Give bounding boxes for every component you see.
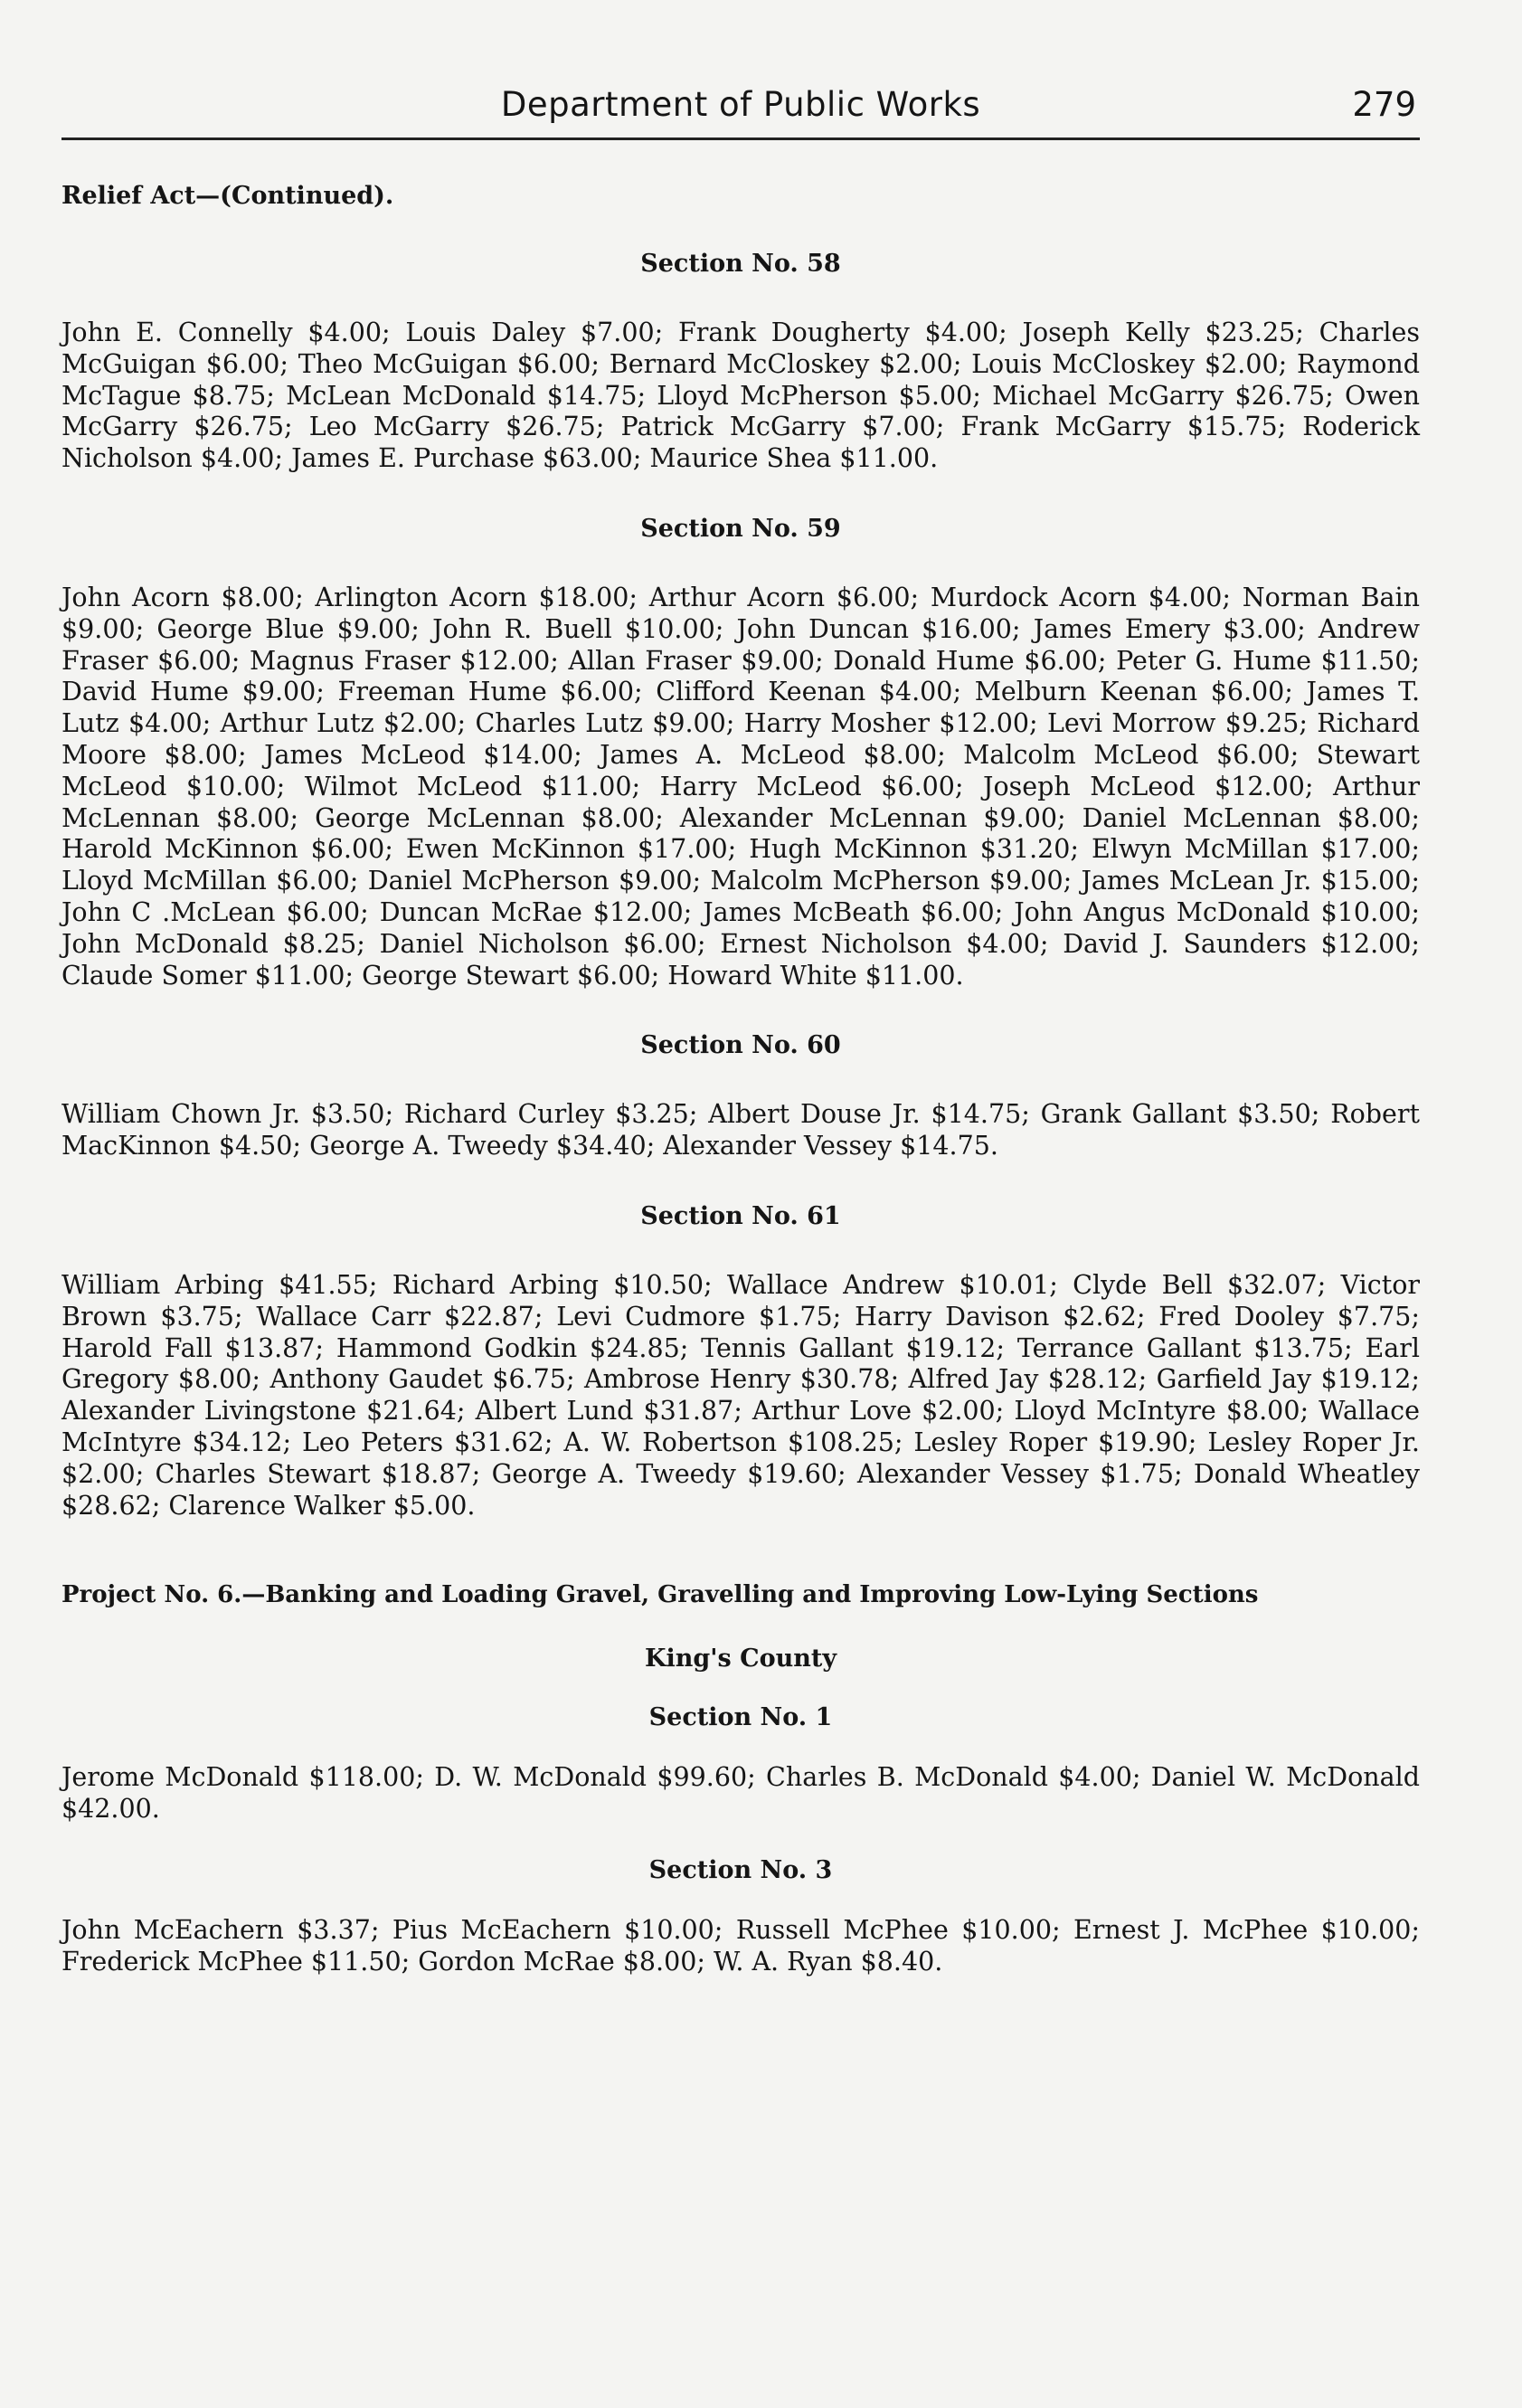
section-paragraph: William Arbing $41.55; Richard Arbing $10.50; Wallace Andrew $10.01; Clyde Bell $32.07; Victor Brown $3.75; Wallace Carr $22.87; Levi Cudmore $1.75; Harry Davison $2.62; Fred Dooley $7.75; Harold Fall $13.87; Hammond Godkin $24.85; Tennis Gallant $19.12; Terrance Gallant $13.75; Earl Gregory $8.00; Anthony Gaudet $6.75; Ambrose Henry $30.78; Alfred Jay $28.12; Garfield Jay $19.12; Alexander Livingstone $21.64; Albert Lund $31.87; Arthur Love $2.00; Lloyd McIntyre $8.00; Wallace McIntyre $34.12; Leo Peters $31.62; A. W. Robertson $108.25; Lesley Roper $19.90; Lesley Roper Jr. $2.00; Charles Stewart $18.87; George A. Tweedy $19.60; Alexander Vessey $1.75; Donald Wheatley $28.62; Clarence Walker $5.00. xyxy=(61,1269,1420,1521)
document-page xyxy=(61,80,1420,1978)
section-heading: Section No. 61 xyxy=(640,1201,841,1230)
section-heading: Section No. 60 xyxy=(640,1031,841,1060)
section-heading: Section No. 1 xyxy=(648,1703,833,1732)
section-paragraph: John McEachern $3.37; Pius McEachern $10.00; Russell McPhee $10.00; Ernest J. McPhee $10.00; Frederick McPhee $11.50; Gordon McRae $8.00; W. A. Ryan $8.40. xyxy=(61,1914,1420,1977)
county-heading: King's County xyxy=(644,1645,837,1673)
continued-heading: Relief Act—(Continued). xyxy=(61,182,394,210)
page-title: Department of Public Works xyxy=(500,85,981,124)
header-rule xyxy=(61,137,1420,140)
section-paragraph: Jerome McDonald $118.00; D. W. McDonald $99.60; Charles B. McDonald $4.00; Daniel W. McDonald $42.00. xyxy=(61,1762,1420,1825)
section-paragraph: John E. Connelly $4.00; Louis Daley $7.00; Frank Dougherty $4.00; Joseph Kelly $23.25; Charles McGuigan $6.00; Theo McGuigan $6.00; Bernard McCloskey $2.00; Louis McCloskey $2.00; Raymond McTague $8.75; McLean McDonald $14.75; Lloyd McPherson $5.00; Michael McGarry $26.75; Owen McGarry $26.75; Leo McGarry $26.75; Patrick McGarry $7.00; Frank McGarry $15.75; Roderick Nicholson $4.00; James E. Purchase $63.00; Maurice Shea $11.00. xyxy=(61,318,1420,474)
section-paragraph: William Chown Jr. $3.50; Richard Curley $3.25; Albert Douse Jr. $14.75; Grank Gallant $3.50; Robert MacKinnon $4.50; George A. Tweedy $34.40; Alexander Vessey $14.75. xyxy=(61,1099,1420,1161)
section-paragraph: John Acorn $8.00; Arlington Acorn $18.00; Arthur Acorn $6.00; Murdock Acorn $4.00; Norman Bain $9.00; George Blue $9.00; John R. Buell $10.00; John Duncan $16.00; James Emery $3.00; Andrew Fraser $6.00; Magnus Fraser $12.00; Allan Fraser $9.00; Donald Hume $6.00; Peter G. Hume $11.50; David Hume $9.00; Freeman Hume $6.00; Clifford Keenan $4.00; Melburn Keenan $6.00; James T. Lutz $4.00; Arthur Lutz $2.00; Charles Lutz $9.00; Harry Mosher $12.00; Levi Morrow $9.25; Richard Moore $8.00; James McLeod $14.00; James A. McLeod $8.00; Malcolm McLeod $6.00; Stewart McLeod $10.00; Wilmot McLeod $11.00; Harry McLeod $6.00; Joseph McLeod $12.00; Arthur McLennan $8.00; George McLennan $8.00; Alexander McLennan $9.00; Daniel McLennan $8.00; Harold McKinnon $6.00; Ewen McKinnon $17.00; Hugh McKinnon $31.20; Elwyn McMillan $17.00; Lloyd McMillan $6.00; Daniel McPherson $9.00; Malcolm McPherson $9.00; James McLean Jr. $15.00; John C .McLean $6.00; Duncan McRae $12.00; James McBeath $6.00; John Angus McDonald $10.00; John McDonald $8.25; Daniel Nicholson $6.00; Ernest Nicholson $4.00; David J. Saunders $12.00; Claude Somer $11.00; George Stewart $6.00; Howard White $11.00. xyxy=(61,582,1420,991)
running-header xyxy=(61,80,1420,137)
section-heading: Section No. 59 xyxy=(640,514,841,543)
section-heading: Section No. 3 xyxy=(648,1855,833,1884)
project-heading: Project No. 6.—Banking and Loading Gravel, Gravelling and Improving Low-Lying Sections xyxy=(61,1581,1259,1609)
section-heading: Section No. 58 xyxy=(640,250,841,278)
page-number: 279 xyxy=(1352,85,1416,124)
